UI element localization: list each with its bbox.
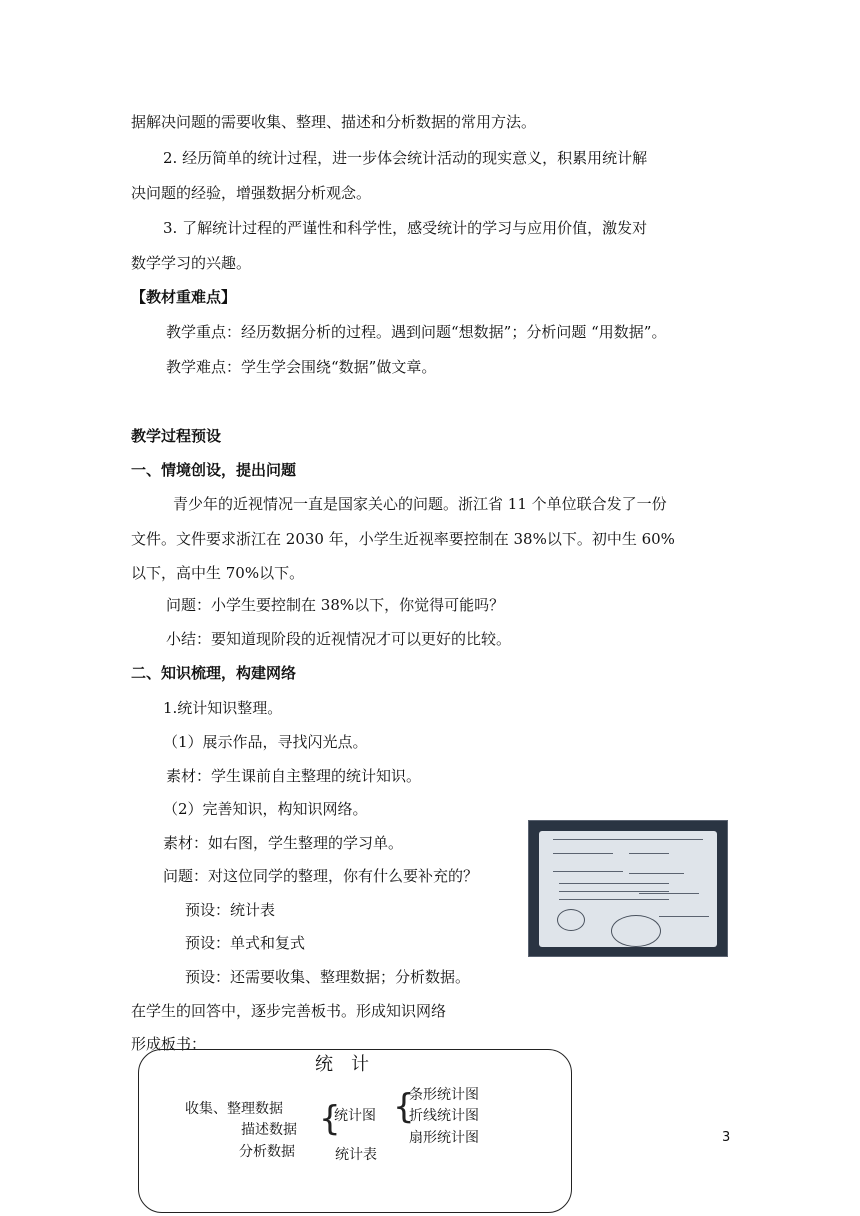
- part2-presumption: 预设：还需要收集、整理数据；分析数据。: [185, 968, 471, 986]
- part1-summary: 小结：要知道现阶段的近视情况才可以更好的比较。: [166, 630, 512, 648]
- part2-text: 素材：如右图，学生整理的学习单。: [163, 834, 404, 852]
- board-item-pie-chart: 扇形统计图: [409, 1130, 479, 1146]
- part2-heading: 二、知识梳理，构建网络: [131, 664, 297, 682]
- section-heading-process: 教学过程预设: [131, 427, 222, 445]
- key-point-text: 教学重点：经历数据分析的过程。遇到问题“想数据”；分析问题 “用数据”。: [166, 323, 667, 341]
- part1-question: 问题：小学生要控制在 38%以下，你觉得可能吗？: [166, 596, 505, 614]
- objective-line: 数学学习的兴趣。: [131, 254, 252, 272]
- page-number: 3: [722, 1130, 731, 1145]
- part2-presumption: 预设：单式和复式: [185, 934, 306, 952]
- part1-text: 文件。文件要求浙江在 2030 年，小学生近视率要控制在 38%以下。初中生 60%: [131, 530, 675, 548]
- worksheet-paper: [539, 831, 717, 947]
- part2-presumption: 预设：统计表: [185, 901, 276, 919]
- part2-text: 形成板书：: [131, 1035, 207, 1053]
- objective-line: 3. 了解统计过程的严谨性和科学性，感受统计的学习与应用价值，激发对: [163, 219, 648, 237]
- objective-line: 2. 经历简单的统计过程，进一步体会统计活动的现实意义，积累用统计解: [163, 149, 648, 167]
- board-item-collect: 收集、整理数据: [185, 1101, 283, 1117]
- part2-text: （1）展示作品，寻找闪光点。: [163, 733, 368, 751]
- board-item-describe: 描述数据: [241, 1122, 297, 1138]
- board-item-analyze: 分析数据: [239, 1144, 295, 1160]
- brace-left: {: [319, 1099, 341, 1139]
- board-item-chart: 统计图: [334, 1108, 376, 1124]
- objective-line: 决问题的经验，增强数据分析观念。: [131, 184, 372, 202]
- board-title: 统 计: [315, 1054, 369, 1075]
- part1-heading: 一、情境创设，提出问题: [131, 461, 297, 479]
- difficult-point-text: 教学难点：学生学会围绕“数据”做文章。: [166, 358, 437, 376]
- section-heading-key-points: 【教材重难点】: [131, 288, 237, 306]
- part1-text: 以下，高中生 70%以下。: [131, 564, 305, 582]
- part2-text: （2）完善知识，构知识网络。: [163, 800, 368, 818]
- part2-text: 1.统计知识整理。: [163, 699, 283, 717]
- board-item-bar-chart: 条形统计图: [409, 1087, 479, 1103]
- part2-text: 在学生的回答中，逐步完善板书。形成知识网络: [131, 1002, 447, 1020]
- student-worksheet-photo: [528, 820, 728, 957]
- brace-right: {: [393, 1087, 415, 1127]
- board-diagram: [138, 1049, 572, 1213]
- objective-line: 据解决问题的需要收集、整理、描述和分析数据的常用方法。: [131, 113, 537, 131]
- board-item-table: 统计表: [335, 1147, 377, 1163]
- part1-text: 青少年的近视情况一直是国家关心的问题。浙江省 11 个单位联合发了一份: [173, 495, 667, 513]
- part2-question: 问题：对这位同学的整理，你有什么要补充的？: [163, 867, 479, 885]
- part2-text: 素材：学生课前自主整理的统计知识。: [166, 767, 422, 785]
- board-item-line-chart: 折线统计图: [409, 1108, 479, 1124]
